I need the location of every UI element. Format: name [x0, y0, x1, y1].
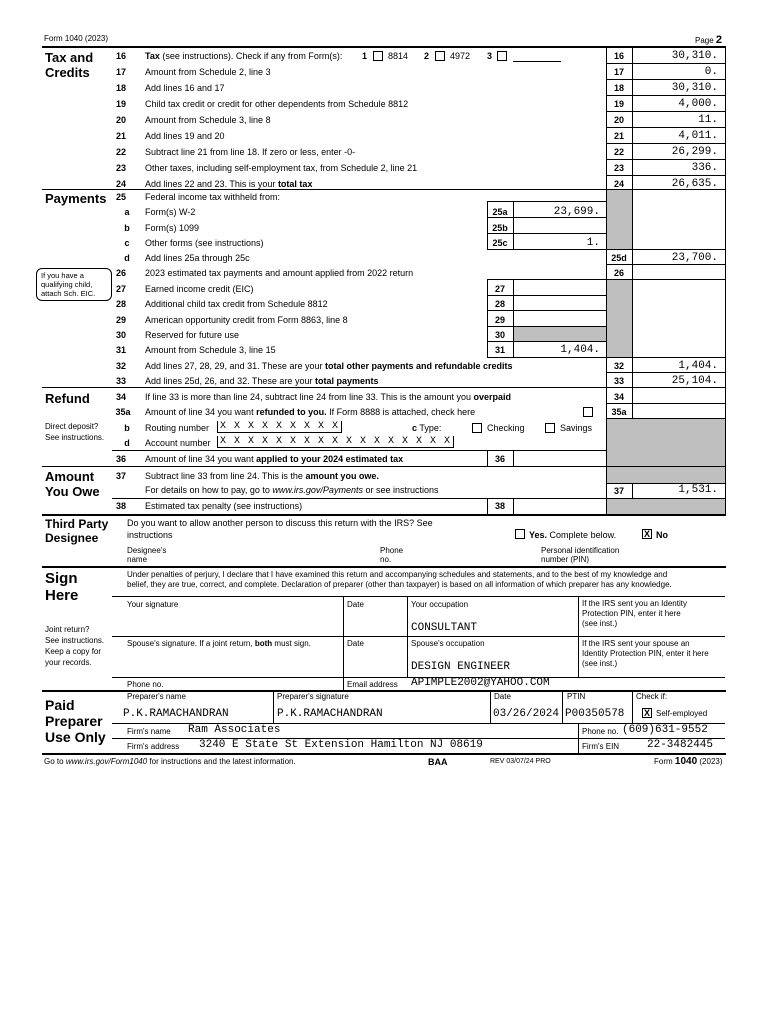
- line-21-amount[interactable]: 4,011.: [678, 130, 718, 142]
- firm-name-value[interactable]: Ram Associates: [188, 724, 281, 736]
- section-tax-credits: Tax and Credits: [45, 50, 94, 80]
- page-label: Page 2: [695, 34, 723, 46]
- your-occupation-value[interactable]: CONSULTANT: [411, 622, 478, 634]
- line-num: 21: [115, 131, 126, 141]
- col-num: 20: [613, 115, 624, 125]
- line-25-label: Federal income tax withheld from:: [145, 192, 281, 202]
- form-8888-checkbox[interactable]: [583, 407, 593, 417]
- line-22-amount[interactable]: 26,299.: [671, 146, 718, 158]
- col-num: 24: [613, 179, 624, 189]
- col-num: 33: [613, 376, 624, 386]
- savings-label: Savings: [560, 423, 593, 433]
- phone-no-label: Phone no.: [127, 680, 164, 689]
- section-third-party: Third Party Designee: [45, 517, 109, 545]
- firm-phone-value[interactable]: (609)631-9552: [622, 724, 708, 736]
- line-17-amount[interactable]: 0.: [704, 66, 718, 78]
- col-num: 25b: [492, 223, 508, 233]
- firm-phone-label: Phone no.: [582, 727, 619, 736]
- line-24-label: Add lines 22 and 23. This is your total tax: [145, 179, 313, 189]
- col-num: 22: [613, 147, 624, 157]
- form-4972-label: 4972: [450, 51, 471, 61]
- line-num: 33: [115, 376, 126, 386]
- footer-rev: REV 03/07/24 PRO: [490, 758, 551, 765]
- line-num: 37: [115, 471, 126, 481]
- section-refund: Refund: [45, 391, 90, 406]
- form-8814-label: 8814: [388, 51, 409, 61]
- col-num: 37: [613, 486, 624, 496]
- line-num: 26: [115, 268, 126, 278]
- your-signature-label: Your signature: [127, 600, 179, 609]
- line-letter: d: [124, 253, 130, 263]
- spouse-date-label: Date: [347, 639, 364, 648]
- account-number-label: Account number: [145, 438, 211, 448]
- designee-pin-label: Personal identification number (PIN): [541, 546, 620, 564]
- line-num: 31: [115, 345, 126, 355]
- col-num: 38: [494, 501, 505, 511]
- line-33-amount[interactable]: 25,104.: [671, 375, 718, 387]
- form-8814-checkbox[interactable]: [373, 51, 383, 61]
- col-num: 30: [494, 330, 505, 340]
- col-num: 25a: [492, 207, 508, 217]
- line-num: 28: [115, 299, 126, 309]
- designee-no-label: No: [656, 530, 668, 540]
- col-num: 29: [494, 315, 505, 325]
- preparer-signature-label: Preparer's signature: [277, 692, 349, 701]
- col-num: 25c: [492, 238, 508, 248]
- line-18-label: Add lines 16 and 17: [145, 83, 225, 93]
- line-num: 19: [115, 99, 126, 109]
- line-37-details: For details on how to pay, go to www.irs.gov/Payments or see instructions: [145, 485, 439, 495]
- col-num: 17: [613, 67, 624, 77]
- email-value[interactable]: APIMPLE2002@YAHOO.COM: [411, 677, 550, 689]
- spouse-occupation-label: Spouse's occupation: [411, 639, 485, 648]
- line-23-amount[interactable]: 336.: [691, 162, 718, 174]
- line-num: 20: [115, 115, 126, 125]
- account-number-input[interactable]: X X X X X X X X X X X X X X X X X: [217, 436, 454, 448]
- line-num: 30: [115, 330, 126, 340]
- line-23-label: Other taxes, including self-employment tax, from Schedule 2, line 21: [145, 163, 418, 173]
- self-employed-checkbox[interactable]: X: [643, 708, 650, 718]
- col-num: 34: [613, 392, 624, 402]
- account-type-label: c Type:: [412, 423, 442, 433]
- col-num: 23: [613, 163, 624, 173]
- line-31-amount[interactable]: 1,404.: [560, 344, 600, 356]
- footer-baa: BAA: [428, 757, 448, 767]
- line-25d-amount[interactable]: 23,700.: [671, 252, 718, 264]
- col-num: 26: [613, 268, 624, 278]
- joint-return-note: Joint return? See instructions. Keep a copy for your records.: [45, 625, 105, 667]
- line-20-label: Amount from Schedule 3, line 8: [145, 115, 271, 125]
- line-37-amount[interactable]: 1,531.: [678, 484, 718, 496]
- line-25a-label: Form(s) W-2: [145, 207, 196, 217]
- preparer-name-label: Preparer's name: [127, 692, 186, 701]
- form-id: Form 1040 (2023): [44, 34, 109, 43]
- direct-deposit-note: Direct deposit? See instructions.: [45, 422, 105, 442]
- spouse-ip-pin-label: If the IRS sent your spouse an Identity Protection PIN, enter it here (see inst.): [582, 639, 709, 668]
- col-num: 35a: [611, 407, 627, 417]
- section-paid-preparer: Paid Preparer Use Only: [45, 697, 106, 745]
- eic-note: If you have a qualifying child, attach Sch. EIC.: [36, 268, 112, 301]
- form-4972-checkbox[interactable]: [435, 51, 445, 61]
- line-25d-label: Add lines 25a through 25c: [145, 253, 250, 263]
- routing-number-label: Routing number: [145, 423, 210, 433]
- line-32-label: Add lines 27, 28, 29, and 31. These are your total other payments and refundable credits: [145, 361, 513, 371]
- line-27-label: Earned income credit (EIC): [145, 284, 254, 294]
- firm-ein-label: Firm's EIN: [582, 742, 620, 751]
- line-letter: b: [124, 223, 130, 233]
- line-36-label: Amount of line 34 you want applied to your 2024 estimated tax: [145, 454, 404, 464]
- line-17-label: Amount from Schedule 2, line 3: [145, 67, 271, 77]
- col-num: 25d: [611, 253, 627, 263]
- third-party-question-2: instructions: [127, 530, 173, 540]
- line-38-label: Estimated tax penalty (see instructions): [145, 501, 303, 511]
- your-date-label: Date: [347, 600, 364, 609]
- line-20-amount[interactable]: 11.: [698, 114, 718, 126]
- form-3-num: 3: [487, 51, 493, 61]
- preparer-date-label: Date: [494, 692, 511, 701]
- line-16-label: Tax (see instructions). Check if any from Form(s):: [145, 51, 343, 61]
- line-30-label: Reserved for future use: [145, 330, 240, 340]
- preparer-name-value[interactable]: P.K.RAMACHANDRAN: [123, 708, 229, 720]
- line-25c-label: Other forms (see instructions): [145, 238, 264, 248]
- col-num: 31: [494, 345, 505, 355]
- line-34-label: If line 33 is more than line 24, subtract line 24 from line 33. This is the amount you overpaid: [145, 392, 512, 402]
- form-2-num: 2: [424, 51, 430, 61]
- footer-instructions: Go to www.irs.gov/Form1040 for instructions and the latest information.: [44, 757, 296, 766]
- preparer-signature-value[interactable]: P.K.RAMACHANDRAN: [277, 708, 383, 720]
- col-num: 28: [494, 299, 505, 309]
- checking-label: Checking: [487, 423, 525, 433]
- line-num: 32: [115, 361, 126, 371]
- spouse-occupation-value[interactable]: DESIGN ENGINEER: [411, 661, 511, 673]
- col-num: 16: [613, 51, 624, 61]
- line-num: 35a: [115, 407, 131, 417]
- line-letter: b: [124, 423, 130, 433]
- ip-pin-label: If the IRS sent you an Identity Protection PIN, enter it here (see inst.): [582, 599, 687, 628]
- firm-ein-value[interactable]: 22-3482445: [647, 739, 714, 751]
- line-21-label: Add lines 19 and 20: [145, 131, 225, 141]
- section-payments: Payments: [45, 191, 107, 206]
- checking-checkbox[interactable]: [472, 423, 482, 433]
- firm-name-label: Firm's name: [127, 727, 171, 736]
- designee-yes-checkbox[interactable]: [515, 529, 525, 539]
- line-num: 18: [115, 83, 126, 93]
- check-if-label: Check if:: [636, 692, 668, 701]
- section-amount-you-owe: Amount You Owe: [45, 469, 100, 499]
- line-25a-amount[interactable]: 23,699.: [553, 206, 600, 218]
- line-num: 22: [115, 147, 126, 157]
- col-num: 21: [613, 131, 624, 141]
- form-1-num: 1: [362, 51, 368, 61]
- firm-address-value[interactable]: 3240 E State St Extension Hamilton NJ 08619: [199, 739, 483, 751]
- line-16-amount[interactable]: 30,310.: [671, 50, 718, 62]
- perjury-statement: Under penalties of perjury, I declare that I have examined this return and accompanying schedules and statements, and to the best of my knowledge and belief, they are true, correct, and complete. Declaration of preparer (other than taxpayer) is based on all information of which preparer has any knowledge.: [127, 570, 672, 589]
- preparer-date-value[interactable]: 03/26/2024: [493, 708, 560, 720]
- line-29-label: American opportunity credit from Form 8863, line 8: [145, 315, 348, 325]
- routing-number-input[interactable]: X X X X X X X X X: [217, 421, 342, 433]
- line-22-label: Subtract line 21 from line 18. If zero or less, enter -0-: [145, 147, 356, 157]
- line-33-label: Add lines 25d, 26, and 32. These are your total payments: [145, 376, 379, 386]
- savings-checkbox[interactable]: [545, 423, 555, 433]
- line-num: 36: [115, 454, 126, 464]
- line-31-label: Amount from Schedule 3, line 15: [145, 345, 276, 355]
- line-letter: a: [124, 207, 130, 217]
- col-num: 36: [494, 454, 505, 464]
- line-num: 34: [115, 392, 126, 402]
- firm-address-label: Firm's address: [127, 742, 180, 751]
- line-num: 23: [115, 163, 126, 173]
- line-num: 29: [115, 315, 126, 325]
- col-num: 32: [613, 361, 624, 371]
- line-19-amount[interactable]: 4,000.: [678, 98, 718, 110]
- self-employed-label: Self-employed: [656, 709, 708, 718]
- line-letter: c: [124, 238, 130, 248]
- col-num: 27: [494, 284, 505, 294]
- ptin-label: PTIN: [567, 692, 586, 701]
- ptin-value[interactable]: P00350578: [565, 708, 625, 720]
- line-num: 27: [115, 284, 126, 294]
- spouse-signature-label: Spouse's signature. If a joint return, both must sign.: [127, 639, 311, 648]
- line-32-amount[interactable]: 1,404.: [678, 360, 718, 372]
- line-num: 16: [115, 51, 126, 61]
- third-party-question: Do you want to allow another person to discuss this return with the IRS? See: [127, 518, 433, 528]
- line-25c-amount[interactable]: 1.: [586, 237, 600, 249]
- col-num: 18: [613, 83, 624, 93]
- line-letter: d: [124, 438, 130, 448]
- line-28-label: Additional child tax credit from Schedule 8812: [145, 299, 328, 309]
- designee-yes-label: Yes. Complete below.: [529, 530, 617, 540]
- form-3-checkbox[interactable]: [497, 51, 507, 61]
- line-37-label: Subtract line 33 from line 24. This is the amount you owe.: [145, 471, 379, 481]
- line-35a-label: Amount of line 34 you want refunded to you. If Form 8888 is attached, check here: [145, 407, 476, 417]
- line-26-label: 2023 estimated tax payments and amount applied from 2022 return: [145, 268, 414, 278]
- line-num: 25: [115, 192, 126, 202]
- designee-no-checkbox[interactable]: X: [643, 529, 650, 539]
- col-num: 19: [613, 99, 624, 109]
- line-num: 17: [115, 67, 126, 77]
- email-label: Email address: [347, 680, 398, 689]
- section-sign-here: Sign Here: [45, 570, 79, 604]
- line-19-label: Child tax credit or credit for other dependents from Schedule 8812: [145, 99, 409, 109]
- your-occupation-label: Your occupation: [411, 600, 469, 609]
- designee-name-label: Designee's name: [127, 546, 167, 564]
- line-num: 24: [115, 179, 126, 189]
- line-24-amount[interactable]: 26,635.: [671, 178, 718, 190]
- footer-form: Form 1040 (2023): [654, 756, 723, 767]
- line-25b-label: Form(s) 1099: [145, 223, 200, 233]
- line-num: 38: [115, 501, 126, 511]
- line-18-amount[interactable]: 30,310.: [671, 82, 718, 94]
- designee-phone-label: Phone no.: [380, 546, 404, 564]
